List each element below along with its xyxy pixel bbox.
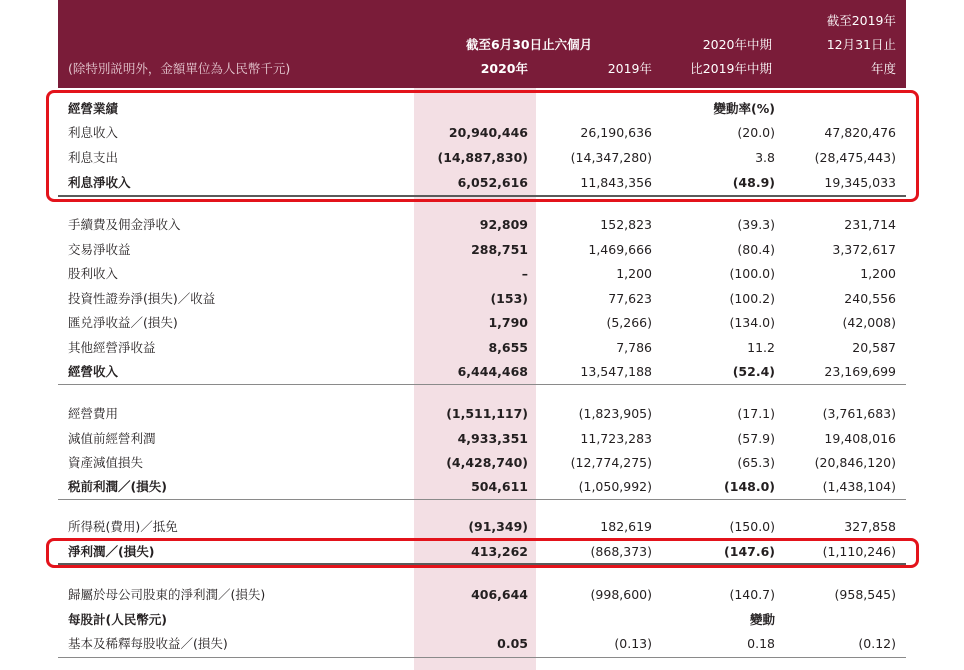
value-change: (39.3) [737,217,775,232]
value-2020: (14,887,830) [437,150,528,165]
row-label: 減值前經營利潤 [68,431,156,446]
value-2019: 1,200 [616,266,652,281]
value-fy2019: 19,345,033 [824,175,896,190]
value-2020: 288,751 [471,242,528,257]
value-fy2019: (958,545) [834,587,896,602]
row-label: 基本及稀釋每股收益／(損失) [68,636,228,651]
row-label: 税前利潤／(損失) [68,479,167,494]
row-label: 其他經營淨收益 [68,340,156,355]
value-2020: (1,511,117) [446,406,528,421]
value-2020: 92,809 [479,217,528,232]
value-change: (65.3) [737,455,775,470]
value-2020: 8,655 [488,340,528,355]
row-label: 利息淨收入 [68,175,131,190]
value-2019: 7,786 [616,340,652,355]
value-change: (48.9) [732,175,775,190]
value-change: 變動率(%) [713,101,775,116]
table-row [58,312,906,334]
table-row [58,403,906,425]
value-2020: 20,940,446 [448,125,528,140]
row-label: 經營收入 [68,364,119,379]
row-label: 股利收入 [68,266,119,281]
value-change: (57.9) [737,431,775,446]
table-row [58,476,906,498]
value-2019: (14,347,280) [570,150,652,165]
value-change: (147.6) [724,544,775,559]
value-fy2019: 1,200 [860,266,896,281]
table-row [58,361,906,383]
value-2019: 152,823 [600,217,652,232]
value-2020: (153) [490,291,528,306]
value-2019: 11,843,356 [580,175,652,190]
value-change: 變動 [749,612,775,627]
highlight-box-operating-results [46,90,919,202]
value-fy2019: 327,858 [844,519,896,534]
value-fy2019: 231,714 [844,217,896,232]
row-label: 利息支出 [68,150,119,165]
value-2019: 11,723,283 [580,431,652,446]
value-2019: (0.13) [614,636,652,651]
table-row [58,337,906,359]
value-2020: (91,349) [468,519,528,534]
row-label: 經營費用 [68,406,119,421]
value-2019: (1,050,992) [578,479,652,494]
row-label: 淨利潤／(損失) [68,544,155,559]
header-col1-year: 2020年 [480,61,528,76]
section-rule [58,499,906,500]
header-col1-period: 截至6月30日止六個月 [466,37,593,52]
value-fy2019: (20,846,120) [814,455,896,470]
header-unit-note: (除特別説明外，金額單位為人民幣千元) [68,61,291,76]
value-2019: 13,547,188 [580,364,652,379]
value-change: (17.1) [737,406,775,421]
value-change: (150.0) [729,519,775,534]
row-label: 歸屬於母公司股東的淨利潤／(損失) [68,587,266,602]
table-row [58,428,906,450]
value-change: (100.0) [729,266,775,281]
value-2020: 406,644 [471,587,528,602]
value-fy2019: 20,587 [852,340,896,355]
value-fy2019: 47,820,476 [824,125,896,140]
value-change: (148.0) [724,479,775,494]
table-row [58,239,906,261]
row-label: 匯兑淨收益／(損失) [68,315,178,330]
value-2019: (1,823,905) [578,406,652,421]
value-2019: (998,600) [590,587,652,602]
value-2019: (12,774,275) [570,455,652,470]
value-fy2019: (42,008) [842,315,896,330]
value-change: 11.2 [747,340,775,355]
value-fy2019: (0.12) [858,636,896,651]
row-label: 所得税(費用)／抵免 [68,519,178,534]
table-row [58,584,906,606]
table-row [58,516,906,538]
value-2020: 413,262 [471,544,528,559]
header-col3-line2: 比2019年中期 [690,61,772,76]
value-fy2019: (28,475,443) [814,150,896,165]
value-change: (52.4) [732,364,775,379]
table-row [58,633,906,655]
highlight-box-net-profit [46,538,919,568]
row-label: 資產減值損失 [68,455,144,470]
value-2020: 504,611 [471,479,528,494]
value-change: 3.8 [755,150,775,165]
value-change: 0.18 [747,636,775,651]
row-label: 投資性證券淨(損失)／收益 [68,291,216,306]
header-col2-year: 2019年 [607,61,652,76]
value-2020: (4,428,740) [446,455,528,470]
value-fy2019: (1,438,104) [822,479,896,494]
row-label: 經營業績 [68,101,119,116]
value-2020: – [521,266,528,281]
value-fy2019: 23,169,699 [824,364,896,379]
value-2019: 26,190,636 [580,125,652,140]
value-2020: 0.05 [497,636,528,651]
section-rule [58,384,906,385]
value-change: (140.7) [729,587,775,602]
row-label: 利息收入 [68,125,119,140]
table-row [58,609,906,631]
table-row [58,452,906,474]
value-fy2019: (3,761,683) [822,406,896,421]
value-2020: 1,790 [488,315,528,330]
row-label: 手續費及佣金淨收入 [68,217,181,232]
value-2019: 77,623 [608,291,652,306]
value-fy2019: 240,556 [844,291,896,306]
row-label: 交易淨收益 [68,242,131,257]
value-change: (20.0) [737,125,775,140]
value-2019: 1,469,666 [588,242,652,257]
value-change: (134.0) [729,315,775,330]
header-col4-line1: 截至2019年 [826,13,896,28]
value-fy2019: (1,110,246) [822,544,896,559]
value-2020: 6,052,616 [457,175,528,190]
header-col4-line3: 年度 [870,61,896,76]
table-row [58,214,906,236]
header-col4-line2: 12月31日止 [826,37,896,52]
value-2020: 6,444,468 [457,364,528,379]
value-2019: (868,373) [590,544,652,559]
header-col3-line1: 2020年中期 [702,37,772,52]
value-fy2019: 19,408,016 [824,431,896,446]
value-change: (100.2) [729,291,775,306]
value-change: (80.4) [737,242,775,257]
value-2020: 4,933,351 [457,431,528,446]
table-row [58,263,906,285]
value-2019: 182,619 [600,519,652,534]
row-label: 每股計(人民幣元) [68,612,167,627]
table-row [58,288,906,310]
value-2019: (5,266) [606,315,652,330]
table-bottom-rule [58,657,906,658]
value-fy2019: 3,372,617 [832,242,896,257]
